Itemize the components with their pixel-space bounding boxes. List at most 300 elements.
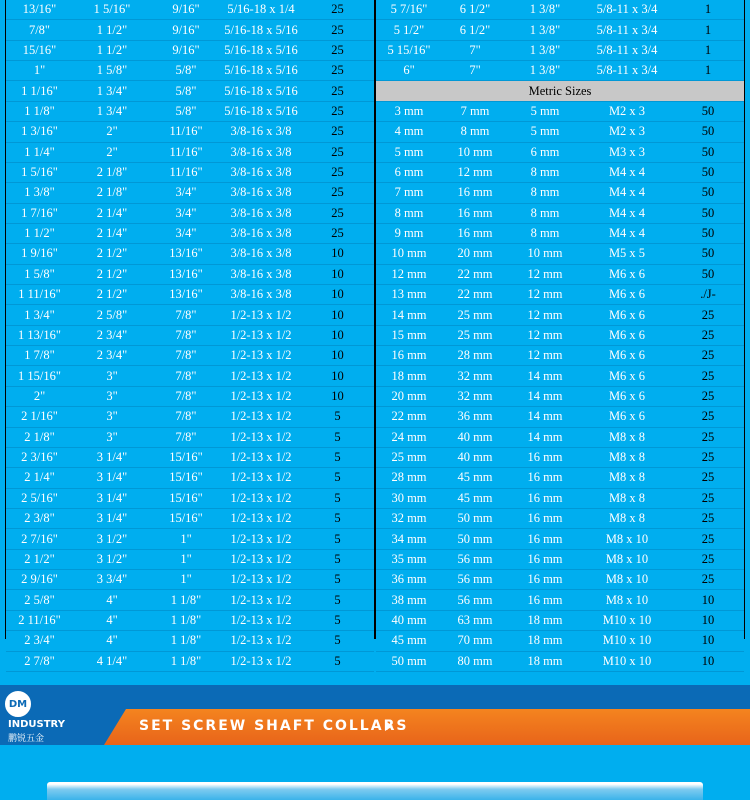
- size-cell: 1 9/16": [6, 244, 73, 264]
- size-cell: 25 mm: [376, 447, 442, 467]
- size-cell: 2 3/8": [6, 508, 73, 528]
- quantity-cell: 25: [301, 162, 374, 182]
- table-row: [376, 40, 744, 60]
- quantity-cell: 25: [301, 20, 374, 40]
- table-row: [6, 183, 374, 203]
- quantity-cell: 25: [672, 346, 744, 366]
- large-and-metric-sizes-table: [376, 0, 744, 672]
- size-cell: 12 mm: [508, 285, 582, 305]
- quantity-cell: 50: [672, 122, 744, 142]
- quantity-cell: 25: [672, 447, 744, 467]
- size-cell: 45 mm: [376, 631, 442, 651]
- size-cell: 7 mm: [442, 101, 508, 121]
- size-cell: 5/16-18 x 5/16: [221, 61, 301, 81]
- size-cell: 40 mm: [442, 427, 508, 447]
- size-cell: 45 mm: [442, 468, 508, 488]
- size-cell: 2 7/16": [6, 529, 73, 549]
- table-row: [6, 101, 374, 121]
- quantity-cell: 10: [301, 366, 374, 386]
- size-cell: 6 mm: [376, 162, 442, 182]
- quantity-cell: 25: [672, 386, 744, 406]
- size-cell: M8 x 8: [582, 468, 672, 488]
- size-cell: 1 5/8": [73, 61, 151, 81]
- size-cell: 3 1/4": [73, 447, 151, 467]
- size-cell: 7/8": [151, 346, 221, 366]
- quantity-cell: 50: [672, 183, 744, 203]
- size-cell: 2 1/2": [6, 549, 73, 569]
- table-row: [6, 305, 374, 325]
- table-row: [6, 427, 374, 447]
- size-cell: 36 mm: [442, 407, 508, 427]
- size-cell: 2 7/8": [6, 651, 73, 671]
- quantity-cell: 5: [301, 427, 374, 447]
- table-row: [6, 631, 374, 651]
- table-row: [376, 488, 744, 508]
- size-cell: 1/2-13 x 1/2: [221, 427, 301, 447]
- size-cell: 7/8": [151, 386, 221, 406]
- size-cell: 5/16-18 x 5/16: [221, 81, 301, 101]
- size-cell: 1 7/8": [6, 346, 73, 366]
- size-cell: 25 mm: [442, 325, 508, 345]
- size-cell: 1 1/16": [6, 81, 73, 101]
- size-cell: 3/4": [151, 183, 221, 203]
- size-cell: 1 1/8": [6, 101, 73, 121]
- quantity-cell: 5: [301, 488, 374, 508]
- size-cell: 28 mm: [442, 346, 508, 366]
- size-cell: 4": [73, 590, 151, 610]
- quantity-cell: 5: [301, 590, 374, 610]
- size-cell: 6 mm: [508, 142, 582, 162]
- size-cell: M8 x 8: [582, 447, 672, 467]
- size-cell: M5 x 5: [582, 244, 672, 264]
- size-cell: 2 1/16": [6, 407, 73, 427]
- table-row: [6, 366, 374, 386]
- table-row: [6, 20, 374, 40]
- table-row: [376, 468, 744, 488]
- size-cell: 10 mm: [442, 142, 508, 162]
- size-cell: 1 1/4": [6, 142, 73, 162]
- size-cell: 5/8": [151, 81, 221, 101]
- size-cell: M6 x 6: [582, 305, 672, 325]
- size-cell: M3 x 3: [582, 142, 672, 162]
- size-cell: 7 mm: [376, 183, 442, 203]
- size-cell: 9/16": [151, 20, 221, 40]
- size-cell: 13/16": [151, 264, 221, 284]
- size-cell: 3": [73, 407, 151, 427]
- size-cell: 9/16": [151, 0, 221, 20]
- table-row: [376, 590, 744, 610]
- table-row: [6, 223, 374, 243]
- table-row: [376, 264, 744, 284]
- metric-sizes-header: Metric Sizes: [376, 81, 744, 101]
- size-cell: 10 mm: [376, 244, 442, 264]
- size-cell: 1/2-13 x 1/2: [221, 488, 301, 508]
- size-cell: 4 mm: [376, 122, 442, 142]
- size-cell: 3/8-16 x 3/8: [221, 162, 301, 182]
- size-cell: 5/16-18 x 5/16: [221, 101, 301, 121]
- quantity-cell: 10: [672, 651, 744, 671]
- size-cell: 4": [73, 610, 151, 630]
- size-cell: 1 3/4": [73, 81, 151, 101]
- size-cell: 1 5/16": [73, 0, 151, 20]
- logo-chinese-text: 鹏锐五金: [8, 734, 45, 744]
- size-cell: 2 1/4": [73, 223, 151, 243]
- size-cell: 2 1/8": [6, 427, 73, 447]
- size-cell: 1 3/8": [6, 183, 73, 203]
- banner-title: SET SCREW SHAFT COLLARS: [139, 718, 409, 734]
- table-row: [376, 122, 744, 142]
- next-section-panel: [47, 782, 703, 800]
- size-cell: 56 mm: [442, 549, 508, 569]
- table-row: [6, 651, 374, 671]
- table-row: [6, 386, 374, 406]
- size-cell: 1 3/4": [6, 305, 73, 325]
- size-cell: 1": [151, 549, 221, 569]
- quantity-cell: 10: [672, 631, 744, 651]
- size-cell: 1": [6, 61, 73, 81]
- quantity-cell: 10: [301, 305, 374, 325]
- quantity-cell: 5: [301, 610, 374, 630]
- quantity-cell: ./J-: [672, 285, 744, 305]
- size-cell: 13/16": [151, 244, 221, 264]
- size-cell: M10 x 10: [582, 610, 672, 630]
- table-row: [6, 203, 374, 223]
- size-cell: 16 mm: [508, 447, 582, 467]
- quantity-cell: 25: [672, 325, 744, 345]
- size-cell: 5 15/16": [376, 40, 442, 60]
- quantity-cell: 5: [301, 631, 374, 651]
- size-cell: 5 mm: [508, 122, 582, 142]
- quantity-cell: 10: [301, 285, 374, 305]
- table-row: [376, 407, 744, 427]
- size-cell: 2 9/16": [6, 570, 73, 590]
- size-cell: 13/16": [6, 0, 73, 20]
- table-row: [6, 407, 374, 427]
- size-cell: 7/8": [151, 305, 221, 325]
- table-row: [6, 81, 374, 101]
- size-cell: M6 x 6: [582, 264, 672, 284]
- size-cell: 56 mm: [442, 570, 508, 590]
- size-cell: 16 mm: [508, 468, 582, 488]
- size-cell: 3 3/4": [73, 570, 151, 590]
- table-row: [6, 264, 374, 284]
- size-cell: 9 mm: [376, 223, 442, 243]
- size-cell: 7/8": [151, 427, 221, 447]
- table-row: [6, 162, 374, 182]
- table-row: [6, 244, 374, 264]
- size-cell: M10 x 10: [582, 651, 672, 671]
- quantity-cell: 25: [301, 40, 374, 60]
- size-cell: 13 mm: [376, 285, 442, 305]
- size-cell: 2": [73, 142, 151, 162]
- size-cell: 15/16": [151, 508, 221, 528]
- table-row: [6, 570, 374, 590]
- quantity-cell: 25: [672, 508, 744, 528]
- table-row: [6, 285, 374, 305]
- table-row: [6, 122, 374, 142]
- quantity-cell: 10: [301, 386, 374, 406]
- size-cell: 2 5/8": [73, 305, 151, 325]
- size-cell: 4": [73, 631, 151, 651]
- quantity-cell: 1: [672, 40, 744, 60]
- size-cell: 11/16": [151, 162, 221, 182]
- size-cell: 1 1/8": [151, 651, 221, 671]
- size-cell: 1/2-13 x 1/2: [221, 366, 301, 386]
- size-cell: 1/2-13 x 1/2: [221, 305, 301, 325]
- size-cell: 80 mm: [442, 651, 508, 671]
- size-cell: 22 mm: [442, 285, 508, 305]
- size-cell: 18 mm: [508, 610, 582, 630]
- quantity-cell: 10: [301, 346, 374, 366]
- size-cell: 7/8": [151, 325, 221, 345]
- size-cell: 56 mm: [442, 590, 508, 610]
- quantity-cell: 1: [672, 0, 744, 20]
- table-row: [376, 183, 744, 203]
- size-cell: M8 x 8: [582, 427, 672, 447]
- table-row: [376, 508, 744, 528]
- inch-sizes-table: [6, 0, 374, 672]
- table-row: [376, 305, 744, 325]
- quantity-cell: 50: [672, 203, 744, 223]
- size-cell: M8 x 10: [582, 529, 672, 549]
- size-cell: 1/2-13 x 1/2: [221, 508, 301, 528]
- quantity-cell: 5: [301, 508, 374, 528]
- size-cell: 1/2-13 x 1/2: [221, 346, 301, 366]
- quantity-cell: 25: [672, 427, 744, 447]
- size-cell: 15/16": [151, 488, 221, 508]
- size-cell: 2 1/2": [73, 264, 151, 284]
- size-cell: 2 5/8": [6, 590, 73, 610]
- size-cell: 3": [73, 366, 151, 386]
- size-cell: 9/16": [151, 40, 221, 60]
- quantity-cell: 50: [672, 244, 744, 264]
- table-row: [376, 325, 744, 345]
- size-cell: 1/2-13 x 1/2: [221, 407, 301, 427]
- size-cell: 2 1/8": [73, 162, 151, 182]
- table-row: [376, 427, 744, 447]
- table-row: [376, 651, 744, 671]
- size-cell: 12 mm: [376, 264, 442, 284]
- size-cell: 3/8-16 x 3/8: [221, 203, 301, 223]
- size-cell: 8 mm: [508, 183, 582, 203]
- quantity-cell: 5: [301, 651, 374, 671]
- quantity-cell: 25: [672, 488, 744, 508]
- table-row: [376, 61, 744, 81]
- quantity-cell: 25: [301, 61, 374, 81]
- size-cell: 1 5/8": [6, 264, 73, 284]
- table-row: [376, 101, 744, 121]
- quantity-cell: 25: [301, 101, 374, 121]
- size-cell: M4 x 4: [582, 162, 672, 182]
- size-cell: 3/8-16 x 3/8: [221, 285, 301, 305]
- logo-mark-text: DM: [8, 698, 28, 710]
- size-cell: 3/8-16 x 3/8: [221, 264, 301, 284]
- size-cell: 2 5/16": [6, 488, 73, 508]
- size-cell: 1": [151, 570, 221, 590]
- size-cell: 3 1/2": [73, 549, 151, 569]
- table-row: [376, 386, 744, 406]
- size-cell: 1/2-13 x 1/2: [221, 570, 301, 590]
- quantity-cell: 25: [301, 142, 374, 162]
- size-cell: 12 mm: [508, 305, 582, 325]
- size-cell: 1 1/2": [73, 40, 151, 60]
- size-cell: 45 mm: [442, 488, 508, 508]
- size-cell: 1 1/8": [151, 631, 221, 651]
- size-cell: M6 x 6: [582, 407, 672, 427]
- size-cell: M8 x 10: [582, 590, 672, 610]
- size-cell: 14 mm: [376, 305, 442, 325]
- size-cell: 16 mm: [508, 488, 582, 508]
- size-cell: 12 mm: [442, 162, 508, 182]
- size-cell: 2 1/2": [73, 285, 151, 305]
- size-cell: M8 x 8: [582, 508, 672, 528]
- size-cell: 3": [73, 427, 151, 447]
- size-cell: 3 1/4": [73, 508, 151, 528]
- quantity-cell: 10: [301, 325, 374, 345]
- quantity-cell: 25: [301, 81, 374, 101]
- size-cell: 7/8": [151, 366, 221, 386]
- size-cell: 3/8-16 x 3/8: [221, 223, 301, 243]
- size-cell: 5 mm: [376, 142, 442, 162]
- size-cell: 6 1/2": [442, 0, 508, 20]
- size-cell: 5 7/16": [376, 0, 442, 20]
- quantity-cell: 25: [672, 570, 744, 590]
- size-cell: 5/8-11 x 3/4: [582, 0, 672, 20]
- quantity-cell: 25: [301, 223, 374, 243]
- size-cell: 5/8": [151, 101, 221, 121]
- dm-logo-icon: [3, 689, 33, 719]
- size-cell: 7/8": [6, 20, 73, 40]
- quantity-cell: 50: [672, 101, 744, 121]
- size-cell: 36 mm: [376, 570, 442, 590]
- size-cell: 5 mm: [508, 101, 582, 121]
- size-cell: 15/16": [151, 447, 221, 467]
- size-cell: 2 11/16": [6, 610, 73, 630]
- size-cell: M6 x 6: [582, 325, 672, 345]
- size-cell: 16 mm: [508, 508, 582, 528]
- table-row: [6, 529, 374, 549]
- size-cell: 28 mm: [376, 468, 442, 488]
- size-cell: 2 1/4": [6, 468, 73, 488]
- table-row: [376, 447, 744, 467]
- size-cell: 5 1/2": [376, 20, 442, 40]
- size-cell: 13/16": [151, 285, 221, 305]
- size-cell: 2 1/4": [73, 203, 151, 223]
- size-cell: 7": [442, 61, 508, 81]
- quantity-cell: 50: [672, 142, 744, 162]
- size-cell: M4 x 4: [582, 223, 672, 243]
- quantity-cell: 25: [672, 305, 744, 325]
- table-row: [376, 244, 744, 264]
- quantity-cell: 5: [301, 468, 374, 488]
- table-row: [376, 631, 744, 651]
- size-cell: 5/8": [151, 61, 221, 81]
- size-cell: 5/8-11 x 3/4: [582, 61, 672, 81]
- size-cell: 1 5/16": [6, 162, 73, 182]
- size-cell: 1 3/8": [508, 0, 582, 20]
- size-cell: 18 mm: [508, 631, 582, 651]
- size-cell: 1 1/8": [151, 590, 221, 610]
- size-cell: 16 mm: [442, 223, 508, 243]
- size-cell: 1 13/16": [6, 325, 73, 345]
- quantity-cell: 25: [301, 183, 374, 203]
- quantity-cell: 5: [301, 447, 374, 467]
- size-cell: 1 3/8": [508, 20, 582, 40]
- size-cell: 70 mm: [442, 631, 508, 651]
- quantity-cell: 25: [672, 529, 744, 549]
- size-cell: 1 3/8": [508, 61, 582, 81]
- quantity-cell: 10: [301, 244, 374, 264]
- table-row: [376, 203, 744, 223]
- size-cell: 16 mm: [508, 549, 582, 569]
- quantity-cell: 50: [672, 162, 744, 182]
- size-cell: 1 15/16": [6, 366, 73, 386]
- size-cell: 1/2-13 x 1/2: [221, 386, 301, 406]
- size-cell: 1/2-13 x 1/2: [221, 325, 301, 345]
- size-cell: 14 mm: [508, 386, 582, 406]
- table-row: [6, 325, 374, 345]
- size-cell: 1 11/16": [6, 285, 73, 305]
- size-cell: 11/16": [151, 122, 221, 142]
- size-cell: 2": [73, 122, 151, 142]
- quantity-cell: 50: [672, 264, 744, 284]
- size-cell: 11/16": [151, 142, 221, 162]
- size-cell: 14 mm: [508, 366, 582, 386]
- table-row: [376, 570, 744, 590]
- size-cell: 15 mm: [376, 325, 442, 345]
- size-cell: M6 x 6: [582, 346, 672, 366]
- size-cell: 2 3/16": [6, 447, 73, 467]
- size-cell: 8 mm: [508, 162, 582, 182]
- table-row: [376, 346, 744, 366]
- collar-spec-tables: [5, 0, 745, 668]
- table-row: [376, 610, 744, 630]
- size-cell: 18 mm: [376, 366, 442, 386]
- size-cell: 1/2-13 x 1/2: [221, 468, 301, 488]
- size-cell: M6 x 6: [582, 386, 672, 406]
- quantity-cell: 25: [672, 366, 744, 386]
- quantity-cell: 1: [672, 20, 744, 40]
- table-row: [6, 0, 374, 20]
- size-cell: 6 1/2": [442, 20, 508, 40]
- size-cell: 1": [151, 529, 221, 549]
- table-row: [376, 0, 744, 20]
- table-row: [376, 529, 744, 549]
- size-cell: 8 mm: [508, 203, 582, 223]
- size-cell: 15/16": [6, 40, 73, 60]
- table-row: [376, 285, 744, 305]
- size-cell: 1 3/16": [6, 122, 73, 142]
- size-cell: M8 x 10: [582, 549, 672, 569]
- table-row: [6, 488, 374, 508]
- size-cell: M4 x 4: [582, 183, 672, 203]
- size-cell: M2 x 3: [582, 122, 672, 142]
- size-cell: 18 mm: [508, 651, 582, 671]
- size-cell: 12 mm: [508, 346, 582, 366]
- quantity-cell: 25: [301, 203, 374, 223]
- size-cell: 10 mm: [508, 244, 582, 264]
- size-cell: 1 7/16": [6, 203, 73, 223]
- metric-header-row: [376, 81, 744, 101]
- size-cell: M8 x 8: [582, 488, 672, 508]
- size-cell: 14 mm: [508, 427, 582, 447]
- size-cell: 5/16-18 x 5/16: [221, 40, 301, 60]
- quantity-cell: 5: [301, 407, 374, 427]
- size-cell: 32 mm: [442, 366, 508, 386]
- table-row: [376, 20, 744, 40]
- size-cell: 30 mm: [376, 488, 442, 508]
- size-cell: 5/8-11 x 3/4: [582, 20, 672, 40]
